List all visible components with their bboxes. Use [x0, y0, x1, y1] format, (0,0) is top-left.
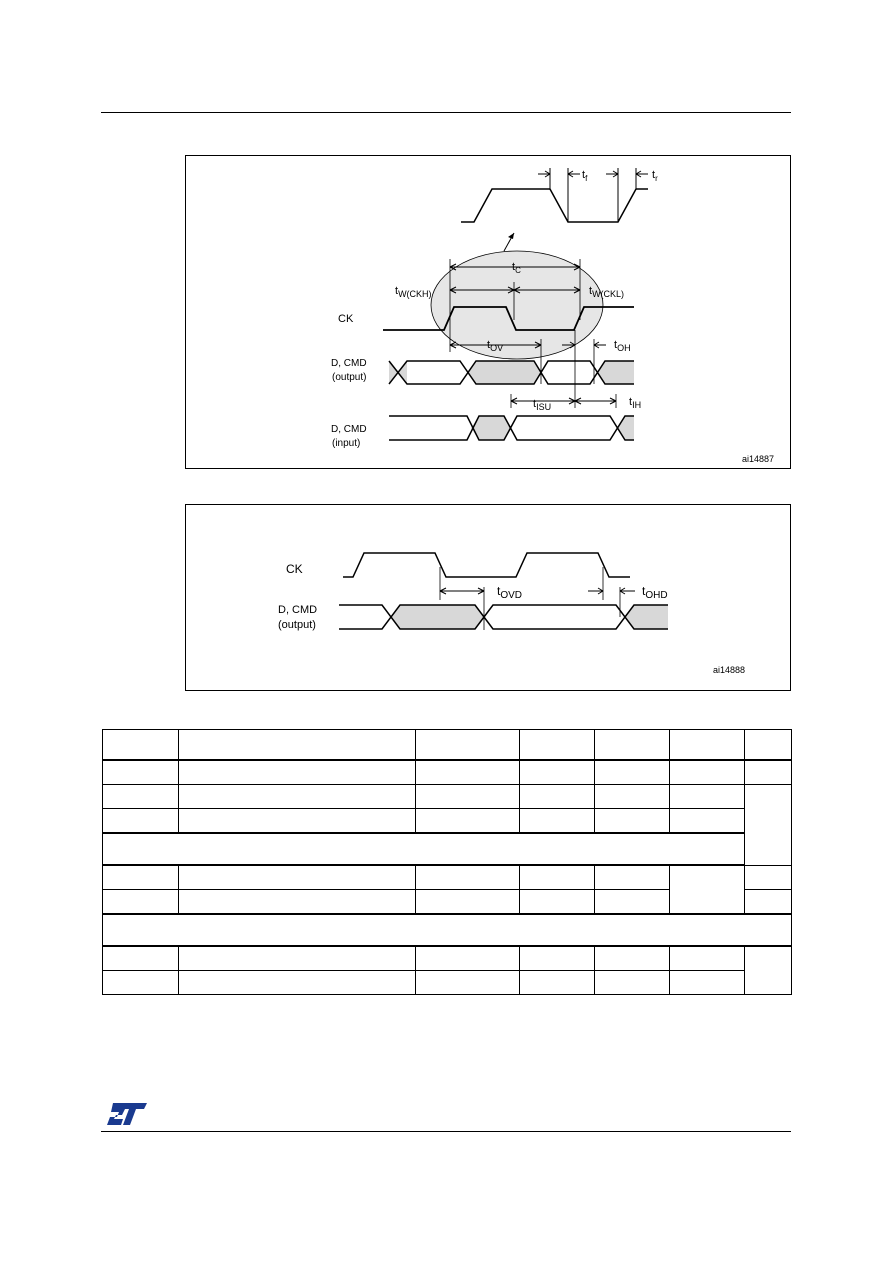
d2-sub-label: (output) — [278, 619, 316, 631]
d-out-sub-label: (output) — [332, 372, 367, 383]
table-row — [103, 946, 792, 971]
figure-ref-1: ai14887 — [742, 454, 775, 464]
ck-label: CK — [338, 313, 354, 325]
d2-shade-2 — [626, 605, 668, 629]
timing-spec-table — [102, 729, 792, 995]
ck-edge-detail-waveform — [461, 189, 648, 222]
output-timing-svg — [186, 505, 790, 690]
tih-label: $t_{IH}$ — [629, 396, 642, 410]
d-out-label: D, CMD — [331, 358, 367, 369]
d2-shade-1 — [391, 605, 484, 629]
d2-label: D, CMD — [278, 604, 318, 616]
table-row — [103, 971, 792, 995]
figure-ref-2: ai14888 — [713, 665, 746, 675]
d2-waveform — [339, 605, 668, 629]
tovd-label: $t_{OVD}$ — [497, 584, 523, 601]
table-row — [103, 809, 792, 834]
twckl-label: $t_{W(CKL)}$ — [589, 285, 625, 299]
d-in-shade-2 — [617, 416, 634, 440]
tisu-label: $t_{ISU}$ — [533, 398, 552, 412]
ck2-label: CK — [286, 562, 303, 576]
tov-label: $t_{OV}$ — [487, 339, 504, 353]
st-logo-icon — [105, 1102, 149, 1131]
tf-label: $t_f$ — [582, 169, 588, 183]
timing-diagram-figure — [185, 155, 791, 469]
table-group-row — [103, 914, 792, 946]
table-row — [103, 760, 792, 785]
timing-diagram-svg — [186, 156, 790, 468]
output-timing-figure — [185, 504, 791, 691]
tr-label: $t_r$ — [652, 169, 658, 183]
toh-label: $t_{OH}$ — [614, 339, 631, 353]
ck2-waveform — [343, 553, 630, 577]
header-rule — [101, 112, 791, 113]
footer-rule — [101, 1131, 791, 1132]
table-group-row — [103, 833, 792, 865]
d-in-sub-label: (input) — [332, 438, 361, 449]
d-out-shade-2 — [468, 361, 541, 384]
tc-label: $t_C$ — [512, 261, 521, 275]
table-row — [103, 865, 792, 890]
table-header-row — [103, 730, 792, 761]
d-in-waveform — [389, 416, 634, 440]
d-in-label: D, CMD — [331, 424, 367, 435]
tohd-label: $t_{OHD}$ — [642, 584, 668, 601]
twckh-label: $t_{W(CKH)}$ — [395, 285, 432, 299]
table-row — [103, 785, 792, 809]
